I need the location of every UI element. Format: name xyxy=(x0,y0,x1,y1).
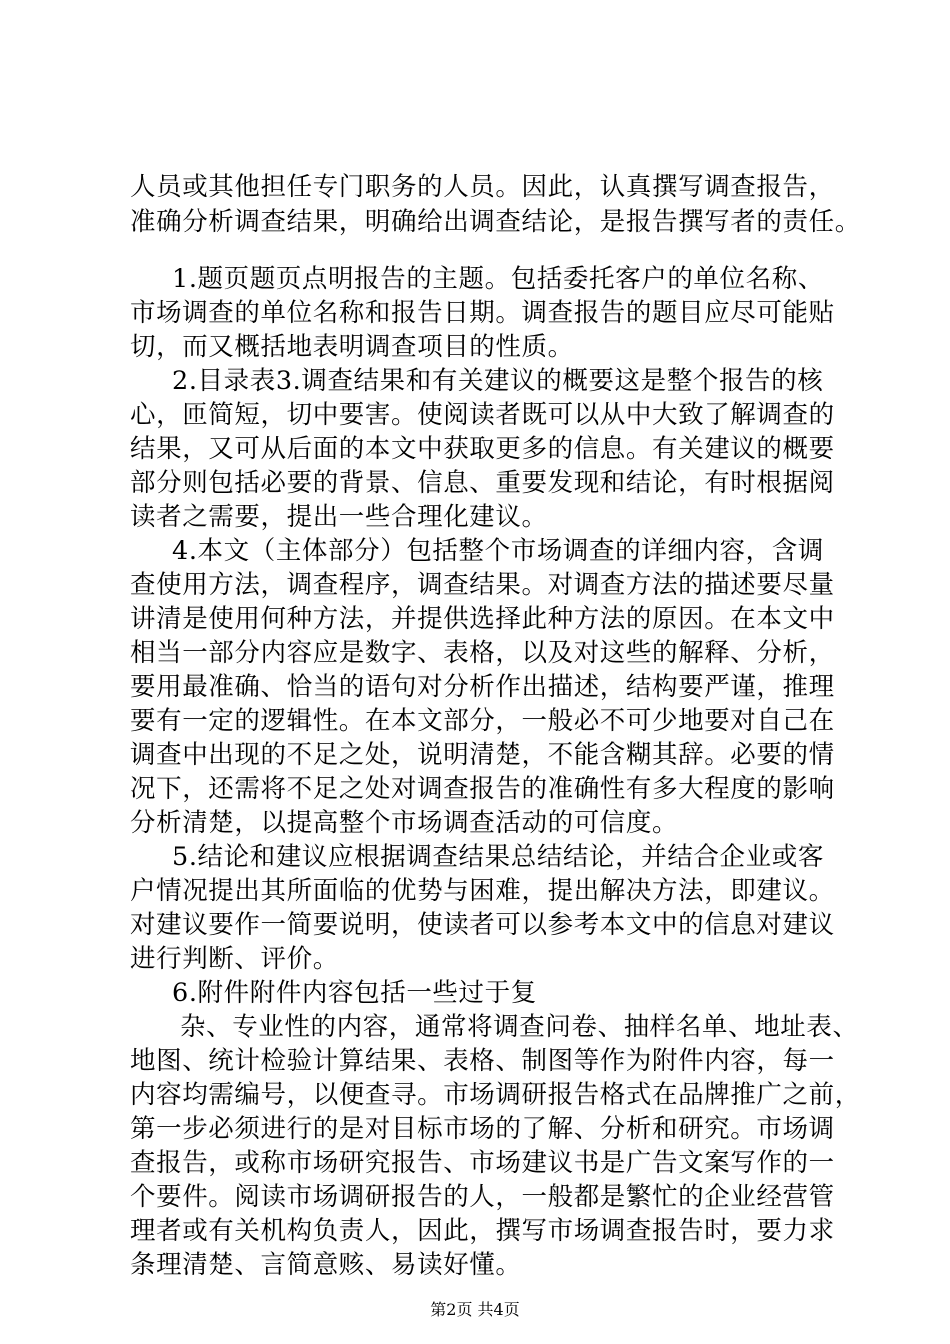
text-line: 分析清楚，以提高整个市场调查活动的可信度。 xyxy=(130,808,679,838)
text-line: 理者或有关机构负责人，因此，撰写市场调查报告时，要力求 xyxy=(130,1216,835,1246)
text-line: 况下，还需将不足之处对调查报告的准确性有多大程度的影响 xyxy=(130,774,835,804)
section-heading-6: 6.附件附件内容包括一些过于复 xyxy=(172,978,537,1008)
text-line: 市场调查的单位名称和报告日期。调查报告的题目应尽可能贴 xyxy=(130,298,835,328)
text-line: 调查中出现的不足之处，说明清楚，不能含糊其辞。必要的情 xyxy=(130,740,835,770)
page-footer: 第2页 共4页 xyxy=(430,1300,520,1319)
text-line: 条理清楚、言简意赅、易读好懂。 xyxy=(130,1250,522,1280)
text-line: 切，而又概括地表明调查项目的性质。 xyxy=(130,332,574,362)
text-line: 查使用方法，调查程序，调查结果。对调查方法的描述要尽量 xyxy=(130,570,835,600)
text-line: 查报告，或称市场研究报告、市场建议书是广告文案写作的一 xyxy=(130,1148,835,1178)
section-heading-5: 5.结论和建议应根据调查结果总结结论，并结合企业或客 xyxy=(172,842,824,872)
section-heading-2: 2.目录表3.调查结果和有关建议的概要这是整个报告的核 xyxy=(172,366,824,396)
text-line: 要用最准确、恰当的语句对分析作出描述，结构要严谨，推理 xyxy=(130,672,835,702)
text-line: 人员或其他担任专门职务的人员。因此，认真撰写调查报告， xyxy=(130,172,835,202)
text-line: 地图、统计检验计算结果、表格、制图等作为附件内容，每一 xyxy=(130,1046,835,1076)
section-heading-1: 1.题页题页点明报告的主题。包括委托客户的单位名称、 xyxy=(172,264,824,294)
text-line: 个要件。阅读市场调研报告的人，一般都是繁忙的企业经营管 xyxy=(130,1182,835,1212)
text-line: 内容均需编号，以便查寻。市场调研报告格式在品牌推广之前， xyxy=(130,1080,861,1110)
section-heading-4: 4.本文（主体部分）包括整个市场调查的详细内容，含调 xyxy=(172,536,824,566)
text-line: 心，匝简短，切中要害。使阅读者既可以从中大致了解调查的 xyxy=(130,400,835,430)
text-line: 结果，又可从后面的本文中获取更多的信息。有关建议的概要 xyxy=(130,434,835,464)
text-line: 讲清是使用何种方法，并提供选择此种方法的原因。在本文中 xyxy=(130,604,835,634)
text-line: 进行判断、评价。 xyxy=(130,944,339,974)
text-line: 要有一定的逻辑性。在本文部分，一般必不可少地要对自己在 xyxy=(130,706,835,736)
text-line: 杂、专业性的内容，通常将调查问卷、抽样名单、地址表、 xyxy=(180,1012,859,1042)
text-line: 准确分析调查结果，明确给出调查结论，是报告撰写者的责任。 xyxy=(130,207,861,237)
text-line: 部分则包括必要的背景、信息、重要发现和结论，有时根据阅 xyxy=(130,468,835,498)
text-line: 第一步必须进行的是对目标市场的了解、分析和研究。市场调 xyxy=(130,1114,835,1144)
text-line: 读者之需要，提出一些合理化建议。 xyxy=(130,502,548,532)
text-line: 户情况提出其所面临的优势与困难，提出解决方法，即建议。 xyxy=(130,876,835,906)
text-line: 对建议要作一简要说明，使读者可以参考本文中的信息对建议 xyxy=(130,910,835,940)
text-line: 相当一部分内容应是数字、表格，以及对这些的解释、分析， xyxy=(130,638,835,668)
